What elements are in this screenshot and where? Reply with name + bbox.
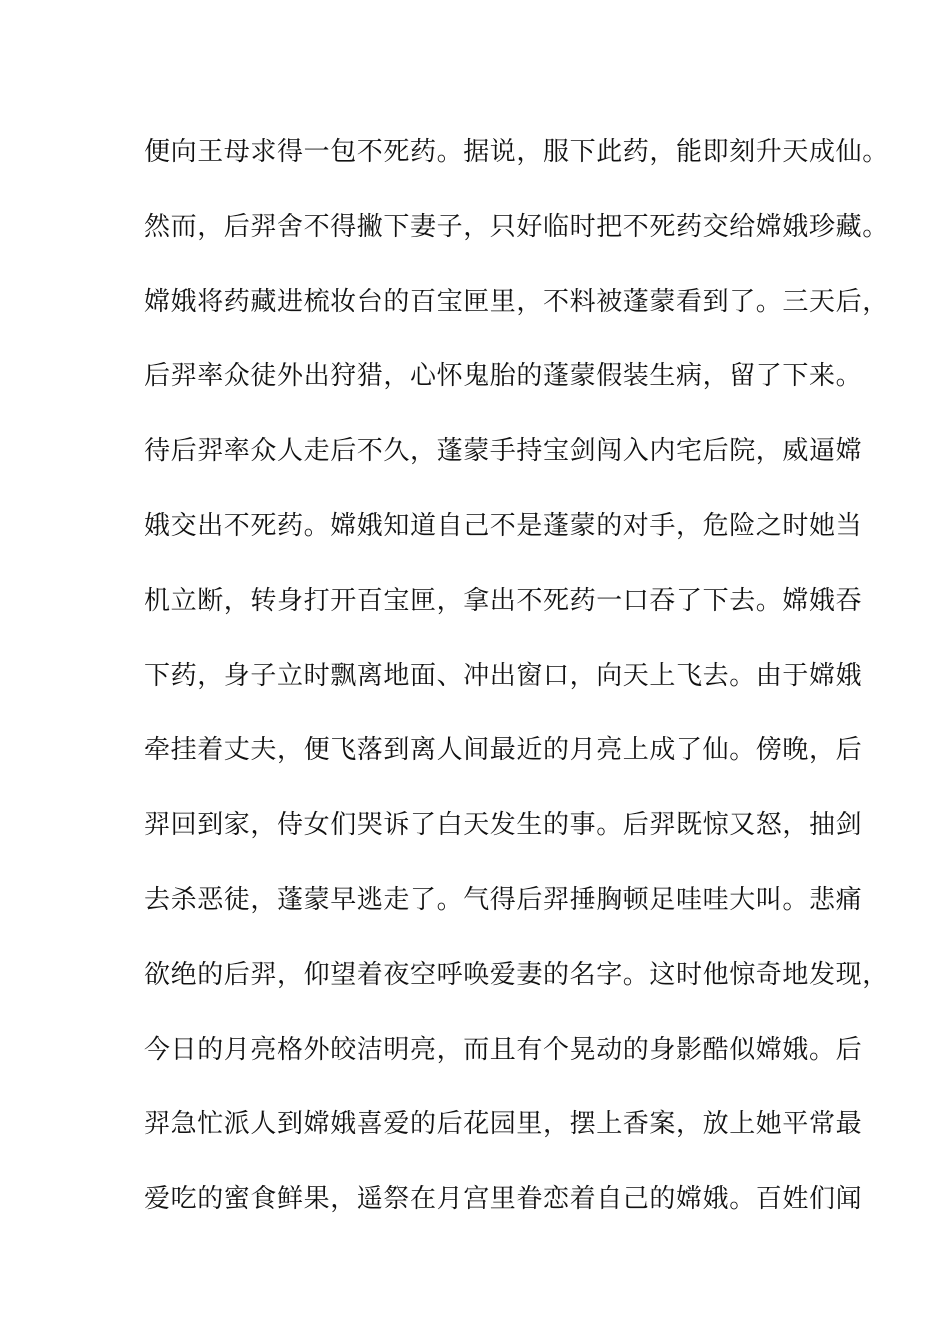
text-line: 今日的月亮格外皎洁明亮，而且有个晃动的身影酷似嫦娥。后 (144, 1034, 863, 1065)
text-line: 然而，后羿舍不得撇下妻子，只好临时把不死药交给嫦娥珍藏。 (144, 211, 889, 242)
text-line: 机立断，转身打开百宝匣，拿出不死药一口吞了下去。嫦娥吞 (144, 585, 863, 616)
text-line: 去杀恶徒，蓬蒙早逃走了。气得后羿捶胸顿足哇哇大叫。悲痛 (144, 884, 863, 915)
text-line: 后羿率众徒外出狩猎，心怀鬼胎的蓬蒙假装生病，留了下来。 (144, 361, 863, 392)
text-line: 欲绝的后羿，仰望着夜空呼唤爱妻的名字。这时他惊奇地发现， (144, 959, 889, 990)
text-line: 牵挂着丈夫，便飞落到离人间最近的月亮上成了仙。傍晚，后 (144, 735, 863, 766)
text-line: 下药，身子立时飘离地面、冲出窗口，向天上飞去。由于嫦娥 (144, 660, 863, 691)
body-text (144, 128, 889, 1250)
text-line: 爱吃的蜜食鲜果，遥祭在月宫里眷恋着自己的嫦娥。百姓们闻 (144, 1184, 863, 1215)
text-line: 羿回到家，侍女们哭诉了白天发生的事。后羿既惊又怒，抽剑 (144, 810, 863, 841)
text-line: 便向王母求得一包不死药。据说，服下此药，能即刻升天成仙。 (144, 137, 889, 167)
text-line: 嫦娥将药藏进梳妆台的百宝匣里，不料被蓬蒙看到了。三天后， (144, 286, 889, 317)
text-line: 羿急忙派人到嫦娥喜爱的后花园里，摆上香案，放上她平常最 (144, 1109, 863, 1140)
text-line: 待后羿率众人走后不久，蓬蒙手持宝剑闯入内宅后院，威逼嫦 (144, 436, 863, 467)
text-line: 娥交出不死药。嫦娥知道自己不是蓬蒙的对手，危险之时她当 (144, 510, 863, 541)
